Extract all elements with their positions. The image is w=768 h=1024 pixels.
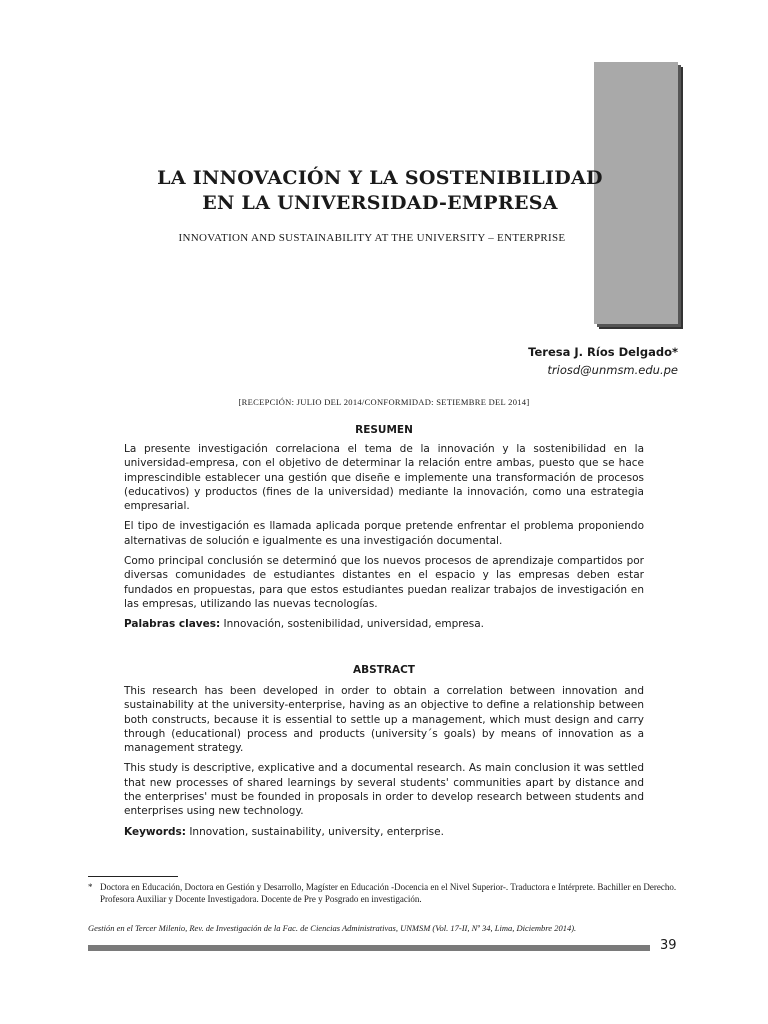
title-line-1: LA INNOVACIÓN Y LA SOSTENIBILIDAD [157, 167, 603, 189]
abstract-heading: ABSTRACT [353, 664, 415, 676]
abstract-body [124, 684, 644, 845]
author-block [528, 343, 678, 379]
resumen-paragraph: La presente investigación correlaciona el tema de la innovación y la sostenibilidad en la universidad-empresa, con el objetivo de determinar la relación entre ambas, puesto que se hace imprescindible establecer una gestión que diseñe e implemente una transformación de procesos (educativos) y productos (fines de la universidad) mediante la innovación, como una estrategia empresarial. [124, 443, 644, 513]
article-subtitle: INNOVATION AND SUSTAINABILITY AT THE UNIVERSITY – ENTERPRISE [178, 232, 566, 244]
journal-citation: Gestión en el Tercer Milenio, Rev. de Investigación de la Fac. de Ciencias Administrativas, UNMSM (Vol. 17-II, Nº 34, Lima, Diciembre 2014). [88, 923, 577, 933]
resumen-body [124, 442, 644, 638]
keywords-list: Innovation, sustainability, university, enterprise. [185, 825, 444, 838]
author-name: Teresa J. Ríos Delgado* [528, 345, 678, 359]
keywords-list: Innovación, sostenibilidad, universidad, empresa. [220, 618, 485, 631]
article-title [100, 166, 660, 216]
resumen-keywords [124, 617, 644, 631]
title-line-2: EN LA UNIVERSIDAD-EMPRESA [202, 192, 558, 214]
abstract-paragraph: This research has been developed in order to obtain a correlation between innovation and sustainability at the university-enterprise, having as an objective to define a relationship between both constructs, because it is essential to settle up a management, which must design and carry through (educational) process and products (university´s goals) by means of innovation as a management strategy. [124, 685, 644, 755]
keywords-label: Keywords: [124, 825, 186, 838]
footnote [88, 881, 682, 905]
abstract-keywords [124, 825, 644, 839]
footnote-mark: * [88, 882, 93, 892]
footnote-text: Doctora en Educación, Doctora en Gestión y Desarrollo, Magíster en Educación -Docencia en el Nivel Superior-. Traductora e Intérprete. Bachiller en Derecho. Profesora Auxiliar y Docente Investigadora. Docente de Pre y Posgrado en investigación. [100, 882, 677, 904]
resumen-heading: RESUMEN [355, 424, 413, 436]
resumen-paragraph: Como principal conclusión se determinó que los nuevos procesos de aprendizaje compartidos por diversas comunidades de estudiantes distantes en el espacio y las empresas deben estar fundados en propuestas, para que estos estudiantes puedan realizar trabajos de investigación en las empresas, utilizando las nuevas tecnologías. [124, 555, 644, 610]
author-email: triosd@unmsm.edu.pe [547, 363, 678, 377]
reception-dates: [RECEPCIÓN: JULIO DEL 2014/CONFORMIDAD: SETIEMBRE DEL 2014] [238, 397, 530, 407]
footnote-rule [88, 876, 178, 877]
footer-bar [88, 945, 650, 951]
keywords-label: Palabras claves: [124, 618, 221, 631]
abstract-paragraph: This study is descriptive, explicative and a documental research. As main conclusion it was settled that new processes of shared learnings by several students' communities apart by distance and the enterprises' must be founded in proposals in order to develop research between students and enterprises using new technology. [124, 762, 644, 818]
resumen-paragraph: El tipo de investigación es llamada aplicada porque pretende enfrentar el problema proponiendo alternativas de solución e igualmente es una investigación documental. [124, 520, 644, 547]
page-number: 39 [660, 938, 677, 953]
